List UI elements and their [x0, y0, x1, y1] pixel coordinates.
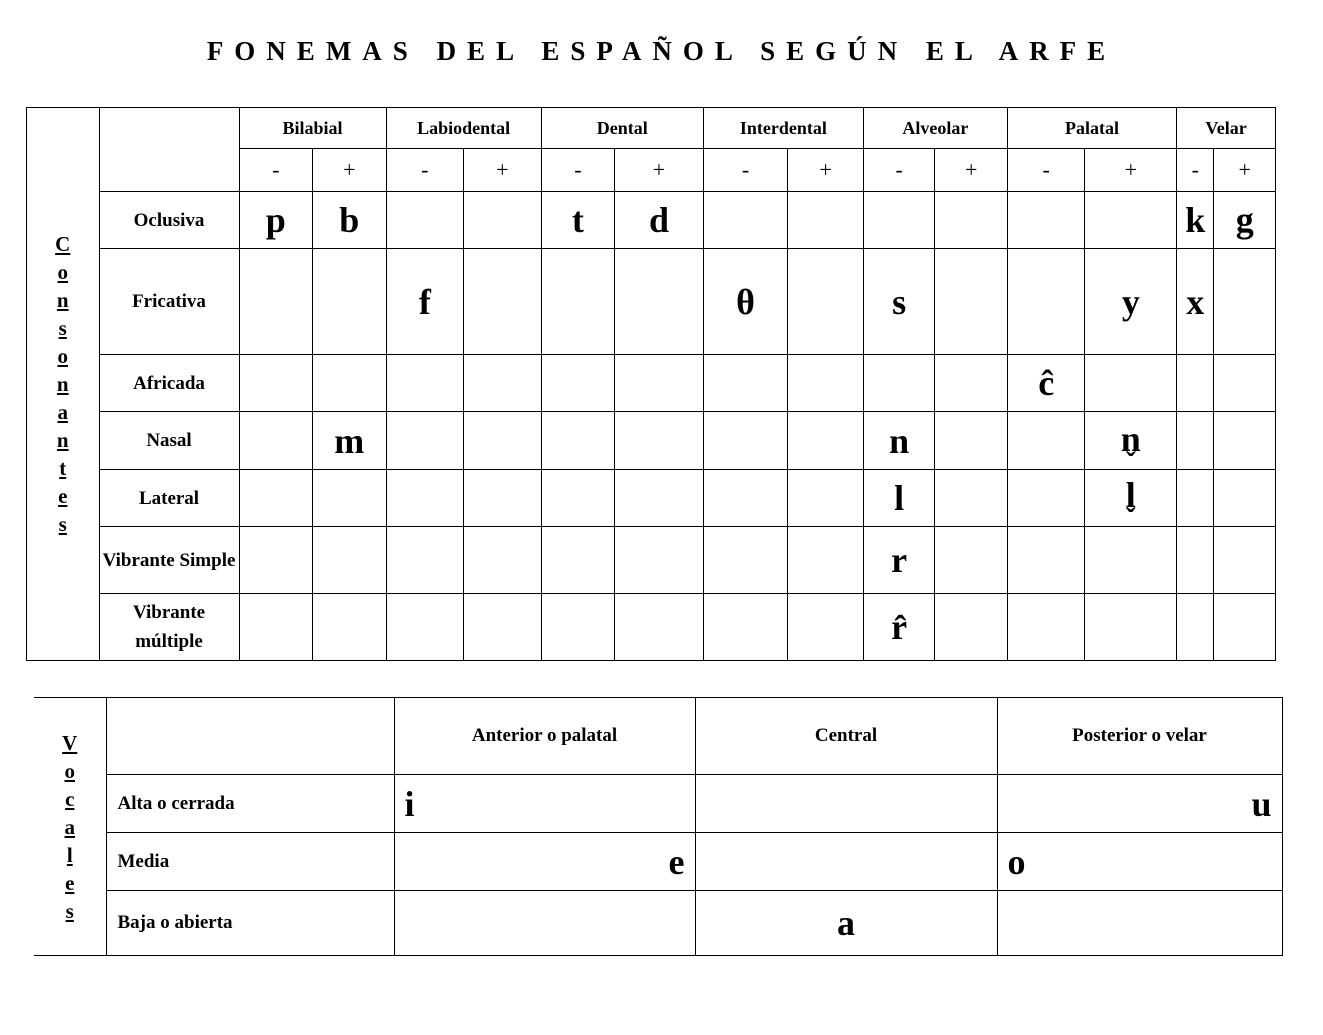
- phoneme-cell: [703, 527, 788, 594]
- phoneme-cell: [863, 355, 935, 412]
- phoneme-cell: r̂: [863, 594, 935, 661]
- phoneme-cell: [935, 249, 1008, 355]
- phoneme-cell: [935, 355, 1008, 412]
- phoneme-cell: y: [1085, 249, 1177, 355]
- phoneme-cell: [239, 249, 313, 355]
- consonants-letter: s: [58, 512, 67, 536]
- consonants-letter: a: [57, 400, 68, 424]
- vowels-letter: e: [65, 870, 75, 895]
- phoneme-cell: [1214, 470, 1276, 527]
- phoneme-cell: [464, 470, 542, 527]
- consonants-letter: e: [58, 484, 68, 508]
- phoneme-cell: [464, 355, 542, 412]
- vowel-column-posterior: Posterior o velar: [997, 698, 1282, 775]
- phoneme-cell: [788, 527, 864, 594]
- consonants-letter: n: [56, 428, 69, 452]
- phoneme-cell: [386, 412, 464, 470]
- corner-cell: [99, 108, 239, 192]
- phoneme-cell: p: [239, 192, 313, 249]
- phoneme-cell: [1085, 192, 1177, 249]
- phoneme-cell: f: [386, 249, 464, 355]
- phoneme-cell: [615, 470, 704, 527]
- voicing-sign: -: [541, 149, 615, 192]
- phoneme-cell: [788, 355, 864, 412]
- vowel-cell: i: [394, 775, 695, 833]
- voicing-sign: +: [935, 149, 1008, 192]
- phoneme-cell: b: [313, 192, 387, 249]
- consonants-side-label: [27, 108, 100, 661]
- phoneme-cell: [541, 470, 615, 527]
- phoneme-caron: n ˇ: [1121, 418, 1141, 460]
- phoneme-cell: [541, 355, 615, 412]
- vowel-column-central: Central: [695, 698, 997, 775]
- consonants-letter: t: [59, 456, 67, 480]
- voicing-sign: -: [1177, 149, 1214, 192]
- phoneme-cell: [1085, 470, 1177, 527]
- phoneme-cell: [703, 594, 788, 661]
- phoneme-cell: [788, 470, 864, 527]
- phoneme-cell: [239, 527, 313, 594]
- phoneme-cell: [386, 192, 464, 249]
- phoneme-cell: [386, 470, 464, 527]
- phoneme-cell: [464, 594, 542, 661]
- phoneme-cell: [1177, 412, 1214, 470]
- phoneme-cell: [1007, 192, 1085, 249]
- manner-label: Vibrante múltiple: [99, 594, 239, 661]
- manner-label: Lateral: [99, 470, 239, 527]
- place-dental: Dental: [541, 108, 703, 149]
- phoneme-caron: l ˇ: [1126, 474, 1136, 516]
- phoneme-cell: [788, 594, 864, 661]
- voicing-sign: +: [464, 149, 542, 192]
- phoneme-cell: [1214, 249, 1276, 355]
- consonants-letter: s: [58, 316, 67, 340]
- voicing-sign: +: [788, 149, 864, 192]
- vowel-cell: o: [997, 833, 1282, 891]
- phoneme-cell: [541, 412, 615, 470]
- phoneme-cell: [239, 412, 313, 470]
- consonants-letter: n: [56, 288, 69, 312]
- phoneme-cell: [386, 355, 464, 412]
- phoneme-cell: [788, 412, 864, 470]
- phoneme-cell: [1214, 412, 1276, 470]
- phoneme-cell: [863, 192, 935, 249]
- manner-label: Oclusiva: [99, 192, 239, 249]
- phoneme-cell: [1007, 412, 1085, 470]
- phoneme-cell: [313, 594, 387, 661]
- phoneme-cell: [1177, 527, 1214, 594]
- phoneme-cell: [313, 527, 387, 594]
- page-title: FONEMAS DEL ESPAÑOL SEGÚN EL ARFE: [206, 36, 1117, 66]
- vowels-side-label: [34, 698, 106, 956]
- phoneme-cell: [541, 527, 615, 594]
- phoneme-cell: [615, 527, 704, 594]
- voicing-sign: +: [1214, 149, 1276, 192]
- voicing-sign: +: [313, 149, 387, 192]
- phoneme-cell: [1177, 594, 1214, 661]
- place-labiodental: Labiodental: [386, 108, 541, 149]
- vowels-letter: o: [64, 758, 75, 783]
- phoneme-cell: k: [1177, 192, 1214, 249]
- voicing-sign: -: [703, 149, 788, 192]
- phoneme-cell: [935, 594, 1008, 661]
- vowels-letter: l: [66, 842, 73, 867]
- phoneme-cell: m: [313, 412, 387, 470]
- place-velar: Velar: [1177, 108, 1276, 149]
- phoneme-cell: [615, 249, 704, 355]
- place-palatal: Palatal: [1007, 108, 1176, 149]
- phoneme-cell: [1214, 527, 1276, 594]
- phoneme-cell: [788, 249, 864, 355]
- consonant-table: [26, 107, 1276, 661]
- phoneme-cell: [1007, 527, 1085, 594]
- voicing-sign: -: [1007, 149, 1085, 192]
- manner-label: Nasal: [99, 412, 239, 470]
- phoneme-cell: [239, 470, 313, 527]
- voicing-sign: -: [239, 149, 313, 192]
- phoneme-cell: l: [863, 470, 935, 527]
- phoneme-cell: [464, 192, 542, 249]
- vowel-cell: [997, 891, 1282, 956]
- phoneme-cell: g: [1214, 192, 1276, 249]
- voicing-sign: -: [863, 149, 935, 192]
- phoneme-cell: [464, 412, 542, 470]
- voicing-sign: +: [615, 149, 704, 192]
- vowels-letter: V: [62, 730, 78, 755]
- phoneme-cell: r: [863, 527, 935, 594]
- phoneme-cell: [1007, 594, 1085, 661]
- phoneme-cell: [313, 355, 387, 412]
- phoneme-cell: [541, 594, 615, 661]
- consonants-letter: n: [56, 372, 69, 396]
- vowel-row-label: Alta o cerrada: [106, 775, 394, 833]
- phoneme-cell: θ: [703, 249, 788, 355]
- vowel-cell: e: [394, 833, 695, 891]
- vowel-column-anterior: Anterior o palatal: [394, 698, 695, 775]
- phoneme-cell: [1214, 594, 1276, 661]
- phoneme-cell: [386, 594, 464, 661]
- manner-label: Vibrante Simple: [99, 527, 239, 594]
- corner-cell: [106, 698, 394, 775]
- phoneme-cell: [935, 192, 1008, 249]
- vowel-row-label: Baja o abierta: [106, 891, 394, 956]
- phoneme-cell: x: [1177, 249, 1214, 355]
- manner-label: Africada: [99, 355, 239, 412]
- place-interdental: Interdental: [703, 108, 863, 149]
- vowel-cell: [695, 833, 997, 891]
- phoneme-cell: [464, 527, 542, 594]
- consonants-letter: o: [57, 260, 68, 284]
- phoneme-cell: [1177, 355, 1214, 412]
- voicing-sign: +: [1085, 149, 1177, 192]
- vowels-letter: c: [65, 786, 75, 811]
- voicing-sign: -: [386, 149, 464, 192]
- phoneme-cell: [239, 594, 313, 661]
- phoneme-cell: [935, 527, 1008, 594]
- phoneme-cell: ĉ: [1007, 355, 1085, 412]
- phoneme-cell: [1085, 355, 1177, 412]
- vowel-cell: a: [695, 891, 997, 956]
- phoneme-cell: [386, 527, 464, 594]
- phoneme-cell: [703, 412, 788, 470]
- phoneme-cell: [788, 192, 864, 249]
- vowel-table: [34, 697, 1283, 956]
- phoneme-cell: [541, 249, 615, 355]
- phoneme-cell: [464, 249, 542, 355]
- consonants-letter: o: [57, 344, 68, 368]
- phoneme-cell: [703, 355, 788, 412]
- manner-label: Fricativa: [99, 249, 239, 355]
- phoneme-cell: n: [863, 412, 935, 470]
- vowels-letter: a: [64, 814, 75, 839]
- phoneme-cell: [703, 470, 788, 527]
- vowel-cell: u: [997, 775, 1282, 833]
- phoneme-cell: [935, 470, 1008, 527]
- phoneme-cell: [1007, 470, 1085, 527]
- vowel-cell: [394, 891, 695, 956]
- phoneme-cell: [1085, 412, 1177, 470]
- phoneme-cell: s: [863, 249, 935, 355]
- phoneme-cell: [615, 355, 704, 412]
- phoneme-cell: [615, 594, 704, 661]
- phoneme-cell: [703, 192, 788, 249]
- phoneme-cell: [615, 412, 704, 470]
- vowels-letter: s: [65, 898, 74, 923]
- phoneme-cell: d: [615, 192, 704, 249]
- vowel-row-label: Media: [106, 833, 394, 891]
- phoneme-cell: [1085, 594, 1177, 661]
- phoneme-cell: [239, 355, 313, 412]
- consonants-letter: C: [55, 232, 71, 256]
- place-bilabial: Bilabial: [239, 108, 386, 149]
- vowel-cell: [695, 775, 997, 833]
- place-alveolar: Alveolar: [863, 108, 1007, 149]
- phoneme-cell: [935, 412, 1008, 470]
- phoneme-cell: [313, 470, 387, 527]
- phoneme-cell: [1007, 249, 1085, 355]
- phoneme-cell: [1214, 355, 1276, 412]
- phoneme-cell: [1085, 527, 1177, 594]
- phoneme-cell: t: [541, 192, 615, 249]
- phoneme-cell: [1177, 470, 1214, 527]
- phoneme-cell: [313, 249, 387, 355]
